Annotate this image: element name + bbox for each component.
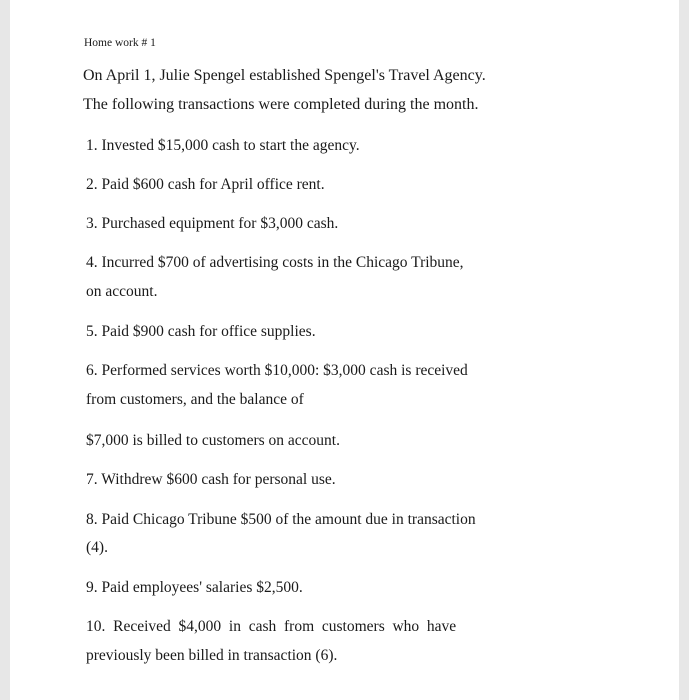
transaction-line: from customers, and the balance of (86, 391, 304, 408)
transaction-line: 7. Withdrew $600 cash for personal use. (86, 471, 336, 488)
right-border (679, 0, 689, 700)
transaction-line: 10. Received $4,000 in cash from customers who have (86, 618, 457, 635)
transaction-line: previously been billed in transaction (6). (86, 647, 338, 664)
transaction-line: on account. (86, 283, 158, 300)
transaction-line: (4). (86, 539, 108, 556)
transaction-line: 4. Incurred $700 of advertising costs in the Chicago Tribune, (86, 254, 464, 271)
document-page (10, 0, 679, 700)
transaction-line: 9. Paid employees' salaries $2,500. (86, 579, 303, 596)
left-border (0, 0, 10, 700)
transaction-line: 3. Purchased equipment for $3,000 cash. (86, 215, 339, 232)
transaction-line: $7,000 is billed to customers on account. (86, 432, 340, 449)
transaction-line: 8. Paid Chicago Tribune $500 of the amount due in transaction (86, 511, 476, 528)
intro-line: On April 1, Julie Spengel established Spengel's Travel Agency. (83, 67, 486, 84)
transaction-line: 1. Invested $15,000 cash to start the agency. (86, 137, 360, 154)
transaction-line: 5. Paid $900 cash for office supplies. (86, 323, 316, 340)
intro-line: The following transactions were completed during the month. (83, 96, 479, 113)
transaction-line: 6. Performed services worth $10,000: $3,000 cash is received (86, 362, 468, 379)
homework-title: Home work # 1 (84, 37, 156, 49)
transaction-line: 2. Paid $600 cash for April office rent. (86, 176, 325, 193)
